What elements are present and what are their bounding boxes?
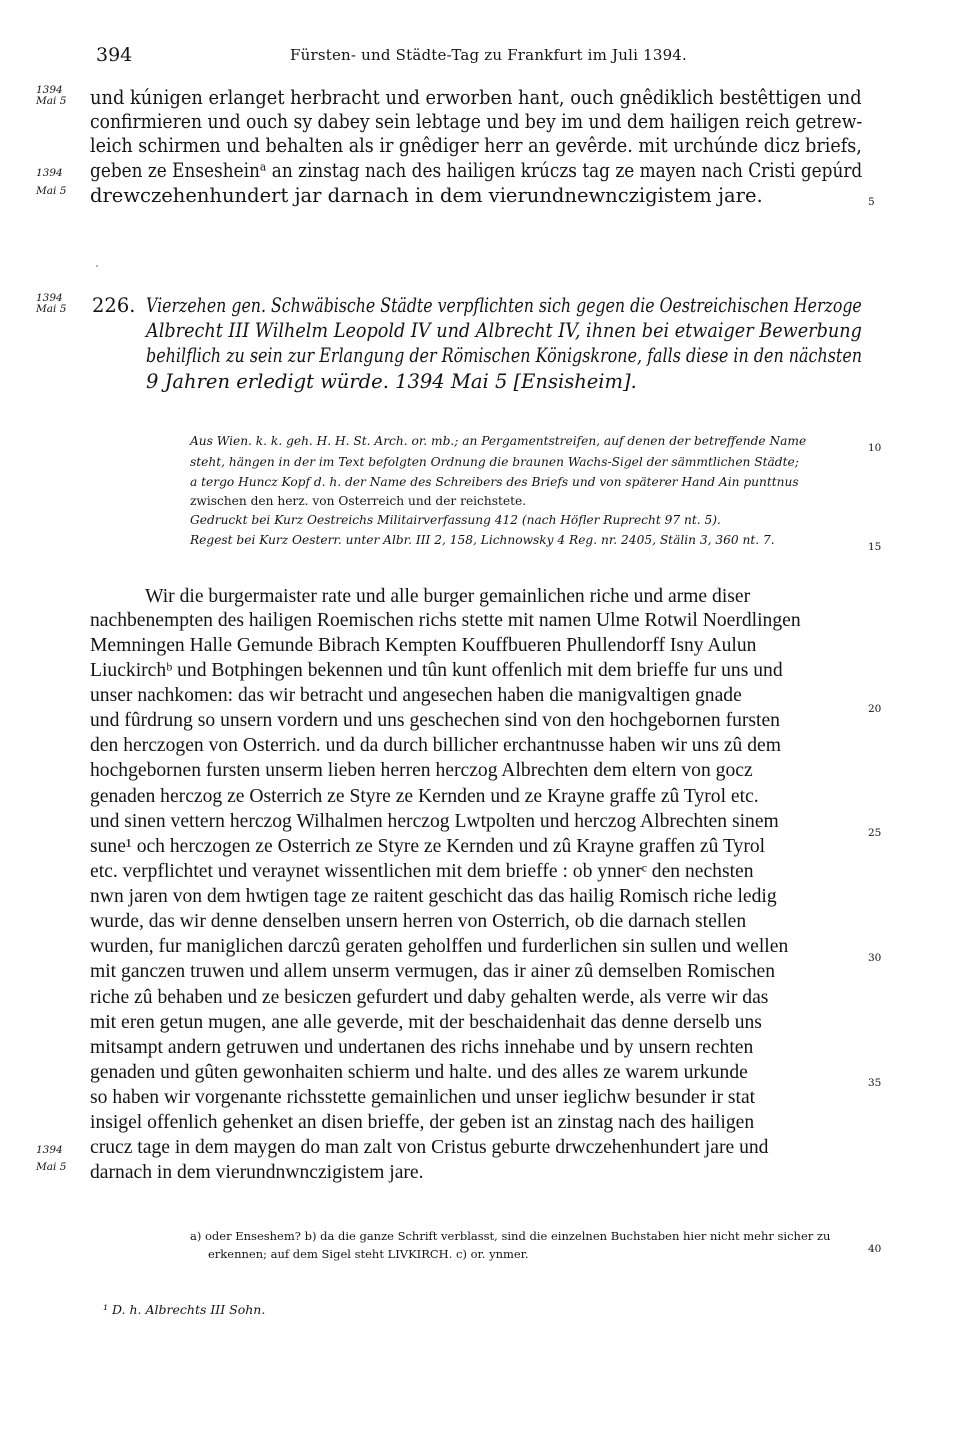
body-line: wurde, das wir denne denselben unsern herren von Osterrich, ob die darnach stellen	[90, 911, 747, 932]
speck	[96, 265, 98, 267]
source-line: Aus Wien. k. k. geh. H. H. St. Arch. or. mb.; an Pergamentstreifen, auf denen der betreffende Name	[190, 434, 807, 448]
text-line: drewczehenhundert jar darnach in dem vierundnewnczigistem jare.	[90, 184, 763, 207]
body-line: Memningen Halle Gemunde Bibrach Kempten Kouffbueren Phullendorff Isny Aulun	[90, 635, 757, 656]
body-line: nachbenempten des hailigen Roemischen richs stette mit namen Ulme Rotwil Noerdlingen	[90, 610, 801, 631]
body-line: genaden herczog ze Osterrich ze Styre ze Kernden und ze Krayne graffe zû Tyrol etc.	[90, 786, 759, 807]
body-line: hochgebornen fursten unserm lieben herren herczog Albrechten dem eltern von gocz	[90, 760, 753, 781]
body-line: so haben wir vorgenante richsstette gemainlichen und unser ieglichw besunder ir stat	[90, 1087, 756, 1108]
margin-day: Mai 5	[36, 185, 67, 197]
line-number: 5	[868, 196, 875, 208]
margin-year: 1394	[36, 292, 63, 304]
source-line: Regest bei Kurz Oesterr. unter Albr. III 2, 158, Lichnowsky 4 Reg. nr. 2405, Stälin 3, 360 nt. 7.	[190, 533, 775, 547]
margin-day: Mai 5	[36, 95, 67, 107]
body-line: wurden, fur maniglichen darczû geraten geholffen und furderlichen sin sullen und wellen	[90, 936, 789, 957]
source-line: a tergo Huncz Kopf d. h. der Name des Schreibers des Briefs und von späterer Hand Ain punttnus	[190, 475, 799, 489]
footnote-line: a) oder Enseshem? b) da die ganze Schrift verblasst, sind die einzelnen Buchstaben hier nicht mehr sicher zu	[190, 1229, 831, 1243]
margin-date	[36, 85, 66, 107]
body-line: den herczogen von Osterrich. und da durch billicher erchantnusse haben wir uns zû dem	[90, 735, 781, 756]
margin-year: 1394	[36, 1144, 63, 1156]
line-number: 30	[868, 952, 882, 964]
margin-date	[36, 1145, 66, 1173]
page-number: 394	[96, 44, 133, 66]
body-line: unser nachkomen: das wir betracht und angesechen haben die manigvaltigen gnade	[90, 685, 742, 706]
margin-day: Mai 5	[36, 303, 67, 315]
body-line: und fûrdrung so unsern vordern und uns geschechen sind von den hochgebornen fursten	[90, 710, 780, 731]
body-line: sune¹ och herczogen ze Osterrich ze Styre ze Kernden und zû Krayne graffen zû Tyrol	[90, 836, 766, 857]
body-line: mit eren getun mugen, ane alle geverde, mit der beschaidenhait das denne derselb uns	[90, 1012, 762, 1033]
body-line: mit ganczen truwen und allem unserm vermugen, das ir ainer zû demselben Romischen	[90, 961, 776, 982]
body-line: crucz tage in dem maygen do man zalt von Cristus geburte drwczehenhundert jare und	[90, 1137, 769, 1158]
body-line: genaden und gûten gewonhaiten schierm und halte. und des alles ze warem urkunde	[90, 1062, 748, 1083]
footnote-line: erkennen; auf dem Sigel steht LIVKIRCH. c) or. ynmer.	[208, 1247, 529, 1261]
running-title: Fürsten- und Städte-Tag zu Frankfurt im Juli 1394.	[290, 46, 688, 64]
text-line: confirmieren und ouch sy dabey sein lebtage und bey im und dem hailigen reich getrew-	[90, 110, 863, 133]
line-number: 40	[868, 1243, 882, 1255]
body-line: nwn jaren von dem hwtigen tage ze raitent geschicht das das hailig Romisch riche ledig	[90, 886, 777, 907]
body-line: mitsampt andern getruwen und undertanen des richs innehabe und by unsern rechten	[90, 1037, 754, 1058]
margin-day: Mai 5	[36, 1161, 67, 1173]
body-line: riche zû behaben und ze besiczen gefurdert und daby gehalten werde, als verre wir das	[90, 987, 769, 1008]
body-line: Wir die burgermaister rate und alle burger gemainlichen riche und arme diser	[145, 586, 751, 607]
source-line: steht, hängen in der im Text befolgten Ordnung die braunen Wachs-Sigel der sämmtlichen Städte;	[190, 455, 799, 469]
line-number: 25	[868, 827, 882, 839]
body-line: und sinen vettern herczog Wilhalmen herczog Lwtpolten und herczog Albrechten sinem	[90, 811, 779, 832]
source-line: Gedruckt bei Kurz Oestreichs Militairverfassung 412 (nach Höfler Ruprecht 97 nt. 5).	[190, 513, 721, 527]
body-line: Liuckirchᵇ und Botphingen bekennen und tûn kunt offenlich mit dem brieffe fur uns und	[90, 660, 783, 681]
text-line: geben ze Ensesheinᵃ an zinstag nach des hailigen krúczs tag ze mayen nach Cristi gepúrd	[90, 159, 863, 182]
footnote-1: ¹ D. h. Albrechts III Sohn.	[103, 1302, 266, 1317]
regest-line: Vierzehen gen. Schwäbische Städte verpflichten sich gegen die Oestreichischen Herzoge	[146, 294, 862, 317]
regest-line: 9 Jahren erledigt würde. 1394 Mai 5 [Ensisheim].	[146, 370, 637, 393]
body-line: etc. verpflichtet und veraynet wissentlichen mit dem brieffe : ob ynnerᶜ den nechsten	[90, 861, 754, 882]
line-number: 20	[868, 703, 882, 715]
body-line: insigel offenlich gehenket an disen brieffe, der geben ist an zinstag nach des hailigen	[90, 1112, 755, 1133]
margin-date	[36, 168, 66, 197]
margin-date	[36, 293, 66, 315]
margin-year: 1394	[36, 84, 63, 96]
body-line: darnach in dem vierundnwnczigistem jare.	[90, 1162, 424, 1183]
line-number: 35	[868, 1077, 882, 1089]
text-line: leich schirmen und behalten als ir gnêdiger herr an gevêrde. mit urchúnde dicz briefs,	[90, 134, 862, 157]
regest-line: behilflich zu sein zur Erlangung der Römischen Königskrone, falls diese in den nächsten	[146, 344, 863, 367]
line-number: 10	[868, 442, 882, 454]
text-line: und kúnigen erlanget herbracht und erworben hant, ouch gnêdiklich bestêttigen und	[90, 86, 862, 109]
document-number: 226.	[92, 294, 136, 317]
margin-year: 1394	[36, 167, 63, 179]
source-line: zwischen den herz. von Osterreich und der reichstete.	[190, 494, 527, 508]
line-number: 15	[868, 541, 882, 553]
regest-line: Albrecht III Wilhelm Leopold IV und Albrecht IV, ihnen bei etwaiger Bewerbung	[146, 319, 862, 342]
